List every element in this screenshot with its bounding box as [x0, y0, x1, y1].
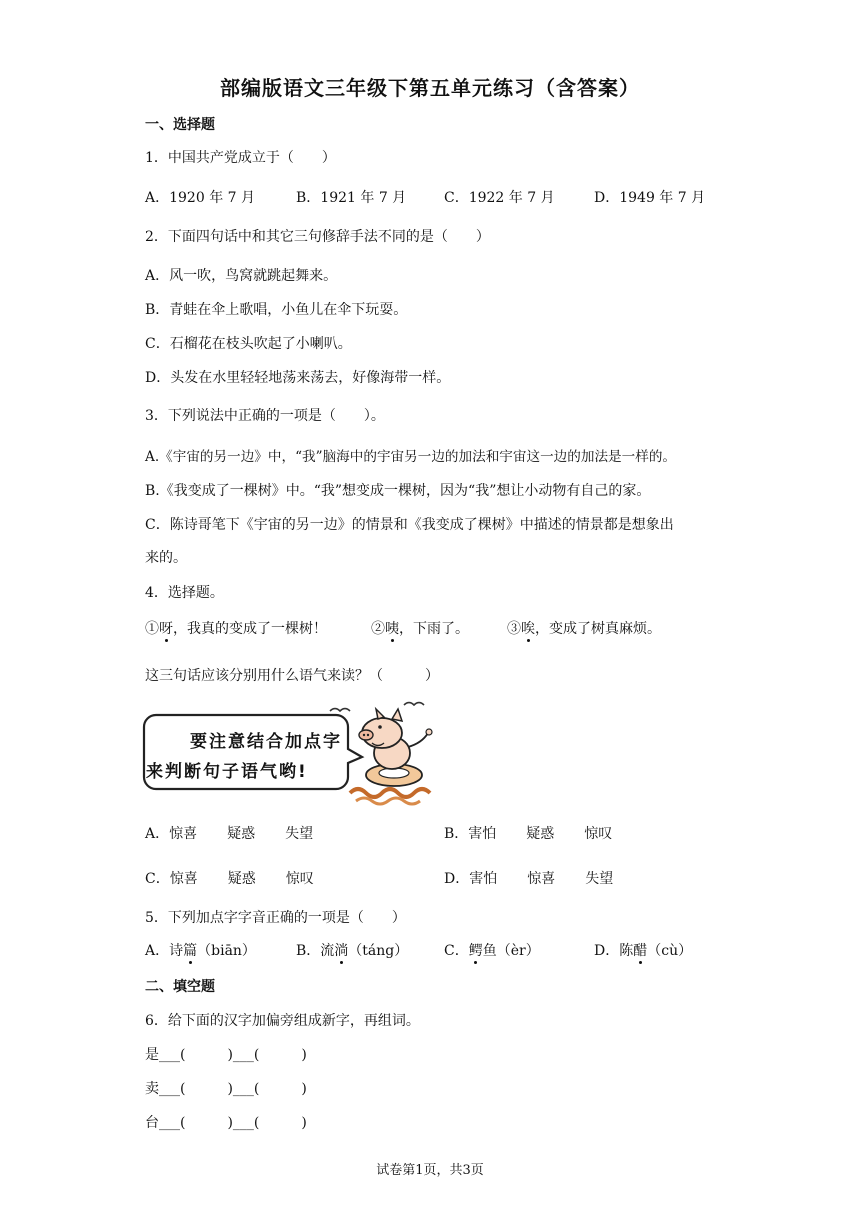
question-3-option-b[interactable]: B.《我变成了一棵树》中。“我”想变成一棵树，因为“我”想让小动物有自己的家。 — [145, 483, 651, 499]
question-3-option-c[interactable]: C．陈诗哥笔下《宇宙的另一边》的情景和《我变成了棵树》中描述的情景都是想象出 — [145, 517, 674, 533]
dotted-char: 醋 — [633, 943, 648, 959]
question-3-option-a[interactable]: A.《宇宙的另一边》中，“我”脑海中的宇宙另一边的加法和宇宙这一边的加法是一样的。 — [145, 449, 677, 465]
question-2-option-d[interactable]: D．头发在水里轻轻地荡来荡去，好像海带一样。 — [145, 370, 451, 386]
question-2-stem: 2．下面四句话中和其它三句修辞手法不同的是（ ） — [145, 229, 490, 245]
hint-illustration — [142, 697, 442, 807]
question-1-option-b[interactable]: B．1921 年 7 月 — [296, 190, 407, 206]
page-title: 部编版语文三年级下第五单元练习（含答案） — [220, 76, 640, 100]
dotted-char: 呀 — [159, 621, 173, 637]
bubble-line-1: 要注意结合加点字 — [190, 732, 342, 752]
sentence-1: ①呀，我真的变成了一棵树！ — [145, 621, 327, 637]
question-4-option-c[interactable]: C．惊喜 疑惑 惊叹 — [145, 871, 314, 887]
question-5-option-b[interactable]: B．流淌（táng） — [296, 943, 409, 959]
page-footer: 试卷第1页，共3页 — [376, 1163, 484, 1178]
sentence-2: ②咦，下雨了。 — [371, 621, 469, 637]
question-5-option-d[interactable]: D．陈醋（cù） — [594, 943, 693, 959]
section-heading-choice: 一、选择题 — [145, 117, 215, 133]
dotted-char: 淌 — [334, 943, 349, 959]
question-3-option-c-continued: 来的。 — [145, 550, 187, 566]
question-4-option-d[interactable]: D．害怕 惊喜 失望 — [444, 871, 614, 887]
dotted-char: 唉 — [521, 621, 535, 637]
dotted-char: 篇 — [183, 943, 198, 959]
question-4-prompt: 这三句话应该分别用什么语气来读？（ ） — [145, 668, 439, 684]
question-2-option-c[interactable]: C．石榴花在枝头吹起了小喇叭。 — [145, 336, 352, 352]
sentence-3: ③唉，变成了树真麻烦。 — [507, 621, 661, 637]
question-1-option-a[interactable]: A．1920 年 7 月 — [145, 190, 255, 206]
question-6-stem: 6．给下面的汉字加偏旁组成新字，再组词。 — [145, 1013, 420, 1029]
fill-row-3[interactable]: 台___( )___( ) — [145, 1115, 307, 1131]
fill-row-1[interactable]: 是___( )___( ) — [145, 1047, 307, 1063]
question-1-stem: 1．中国共产党成立于（ ） — [145, 150, 336, 166]
question-1-option-d[interactable]: D．1949 年 7 月 — [594, 190, 706, 206]
speech-bubble-icon — [142, 697, 442, 807]
section-heading-fill: 二、填空题 — [145, 979, 215, 995]
question-4-option-b[interactable]: B．害怕 疑惑 惊叹 — [444, 826, 613, 842]
question-5-stem: 5．下列加点字字音正确的一项是（ ） — [145, 910, 406, 926]
question-5-option-a[interactable]: A．诗篇（biān） — [145, 943, 256, 959]
question-2-option-b[interactable]: B．青蛙在伞上歌唱，小鱼儿在伞下玩耍。 — [145, 302, 408, 318]
question-2-option-a[interactable]: A．风一吹，鸟窝就跳起舞来。 — [145, 268, 338, 284]
bubble-line-2: 来判断句子语气哟! — [146, 762, 308, 782]
question-1-option-c[interactable]: C．1922 年 7 月 — [444, 190, 555, 206]
fill-row-2[interactable]: 卖___( )___( ) — [145, 1081, 307, 1097]
question-4-stem: 4．选择题。 — [145, 585, 224, 601]
question-5-option-c[interactable]: C．鳄鱼（èr） — [444, 943, 540, 959]
dotted-char: 咦 — [385, 621, 399, 637]
question-3-stem: 3．下列说法中正确的一项是（ ）。 — [145, 408, 385, 424]
question-4-option-a[interactable]: A．惊喜 疑惑 失望 — [145, 826, 314, 842]
dotted-char: 鳄 — [468, 943, 483, 959]
